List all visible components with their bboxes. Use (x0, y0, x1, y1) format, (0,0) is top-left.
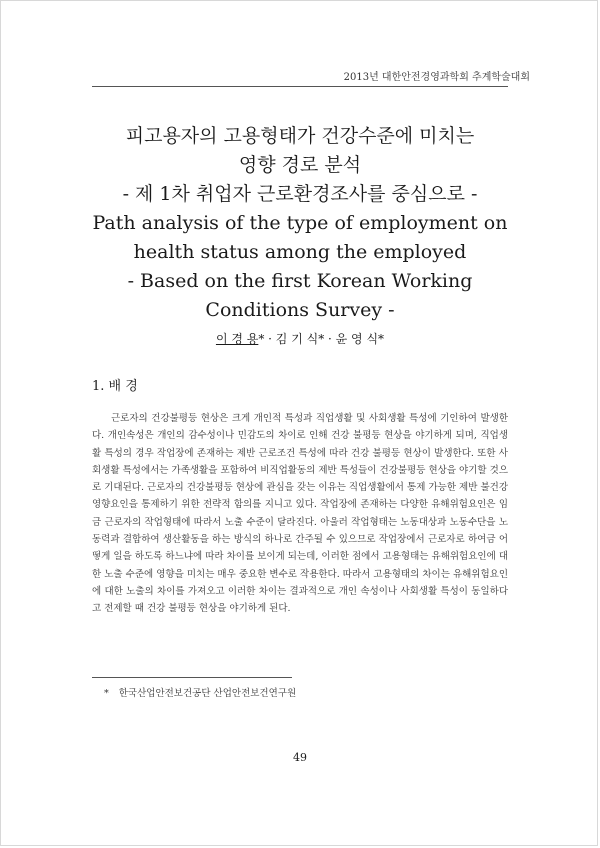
title-line: health status among the employed (133, 241, 467, 263)
paper-title (60, 122, 540, 325)
title-line: - 제 1차 취업자 근로환경조사를 중심으로 - (122, 183, 478, 205)
footnote (104, 685, 296, 699)
header-rule (92, 86, 508, 87)
first-author: 이 경 용 (215, 332, 259, 346)
footnote-rule (92, 677, 292, 678)
title-line: Conditions Survey - (205, 299, 395, 321)
title-line: Path analysis of the type of employment on (92, 212, 508, 234)
co-authors: * · 김 기 식* · 윤 영 식* (258, 332, 385, 346)
page-number: 49 (293, 751, 307, 764)
body-paragraph: 근로자의 건강불평등 현상은 크게 개인적 특성과 직업생활 및 사회생활 특성에 기인하여 발생한다. 개인속성은 개인의 감수성이나 민감도의 차이로 인해 건강 불평등 현상을 야기하게 되며, 직업생활 특성의 경우 작업장에 존재하는 제반 근로조건 특성에 따라 건강 불평등 현상이 발생한다. 또한 사회생활 특성에서는 가족생활을 포함하여 비직업활동의 제반 특성들이 건강불평등 현상을 야기할 것으로 기대된다. 근로자의 건강불평등 현상에 관심을 갖는 이유는 직업생활에서 통제 가능한 제반 불건강 영향요인을 통제하기 위한 전략적 함의를 지니고 있다. 작업장에 존재하는 다양한 유해위험요인은 임금 근로자의 작업형태에 따라서 노출 수준이 달라진다. 아울러 작업형태는 노동대상과 노동수단을 노동력과 결합하여 생산활동을 하는 방식의 하나로 간주될 수 있으므로 작업장에서 근로자로 하여금 어떻게 일을 하도록 하느냐에 따라 차이를 보이게 되는데, 이러한 점에서 고용형태는 유해위험요인에 대한 노출 수준에 영향을 미치는 매우 중요한 변수로 작용한다. 따라서 고용형태의 차이는 유해위험요인에 대한 노출의 차이를 가져오고 이러한 차이는 결과적으로 개인 속성이나 사회생활 특성이 동일하다고 전제할 때 건강 불평등 현상을 야기하게 된다. (92, 413, 508, 615)
title-line: - Based on the first Korean Working (127, 270, 473, 292)
title-line: 영향 경로 분석 (238, 154, 362, 176)
footnote-text: 한국산업안전보건공단 산업안전보건연구원 (118, 688, 297, 699)
author-line (0, 330, 600, 347)
section-heading: 1. 배 경 (92, 379, 138, 394)
title-line: 피고용자의 고용형태가 건강수준에 미치는 (125, 125, 475, 147)
running-header: 2013년 대한안전경영과학회 추계학술대회 (343, 72, 530, 83)
footnote-mark: * (104, 688, 109, 699)
